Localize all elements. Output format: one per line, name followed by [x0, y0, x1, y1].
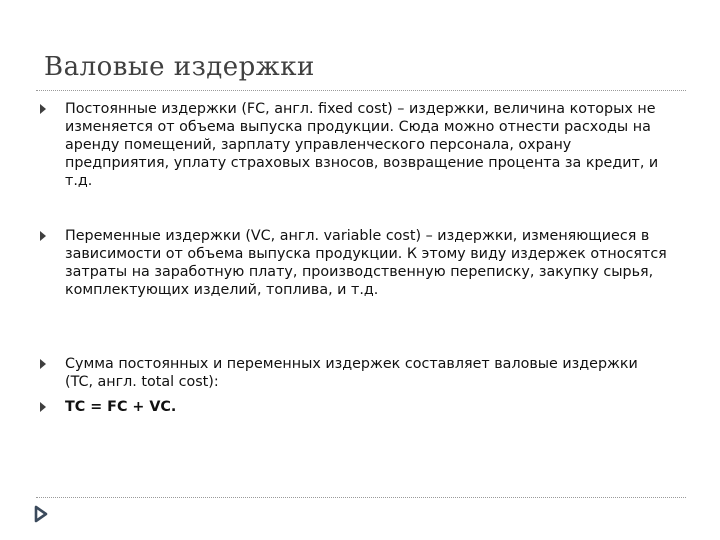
title-divider — [36, 90, 686, 91]
triangle-bullet-icon — [40, 104, 46, 114]
bullet-text: Переменные издержки (VC, англ. variable cost) – издержки, изменяющиеся в зависимости от объема выпуска продукции. К этому виду издержек относятся затраты на заработную плату, производственную переписку, закупку сырья, комплектующих изделий, топлива, и т.д. — [65, 228, 667, 298]
slide-title: Валовые издержки — [44, 52, 315, 82]
bullet-item-total-cost — [40, 355, 670, 391]
formula-text: TC = FC + VC. — [65, 399, 177, 415]
triangle-bullet-icon — [40, 231, 46, 241]
footer-divider — [36, 497, 686, 498]
bullet-text: Сумма постоянных и переменных издержек составляет валовые издержки (TC, англ. total cost): — [65, 356, 638, 390]
bullet-item-variable-cost — [40, 227, 670, 299]
bullet-item-formula — [40, 398, 670, 416]
triangle-bullet-icon — [40, 359, 46, 369]
triangle-bullet-icon — [40, 402, 46, 412]
bullet-text: Постоянные издержки (FC, англ. fixed cost) – издержки, величина которых не изменяется от объема выпуска продукции. Сюда можно отнести расходы на аренду помещений, зарплату управленческого персонала, охрану предприятия, уплату страховых взносов, возвращение процента за кредит, и т.д. — [65, 101, 659, 189]
chevron-corner-icon — [34, 505, 48, 523]
bullet-item-fixed-cost — [40, 100, 670, 190]
